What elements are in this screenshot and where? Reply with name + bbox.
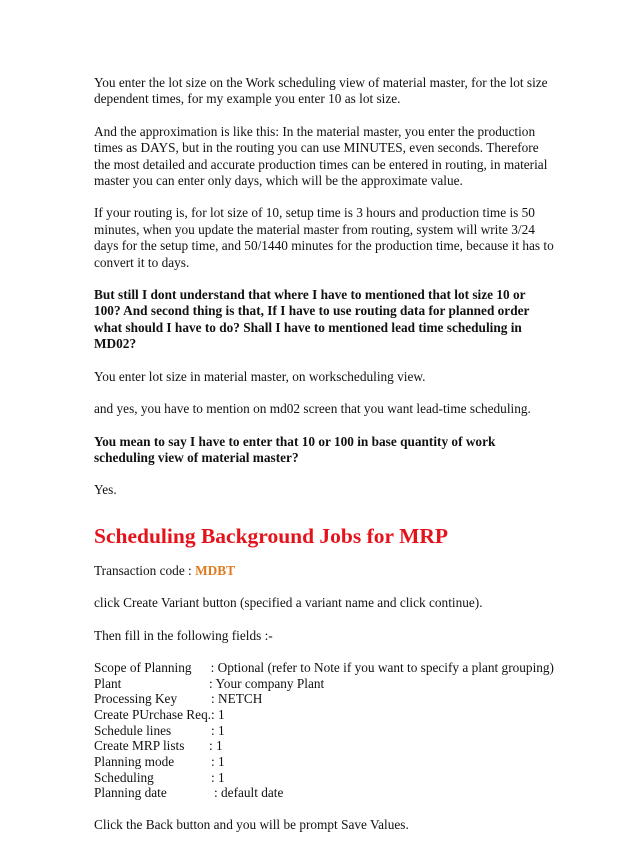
field-row [94,738,554,754]
field-label: Schedule lines [94,722,172,738]
field-label: Planning date [94,785,167,801]
closing-instruction: Click the Back button and you will be prompt Save Values. [94,817,409,833]
step-fill-fields: Then fill in the following fields :- [94,627,273,643]
field-label: Planning mode [94,754,175,770]
transaction-code-line [94,563,554,579]
transaction-code-label: Transaction code : [94,562,196,578]
field-row [94,676,554,692]
field-value: : 1 [211,722,225,738]
field-value: : 1 [209,738,223,754]
field-row [94,660,554,676]
field-value: : NETCH [211,691,263,707]
field-value: : 1 [211,769,225,785]
question-paragraph-2: You mean to say I have to enter that 10 or 100 in base quantity of work scheduling view of material master? [94,433,496,465]
field-label: Processing Key [94,691,178,707]
answer-paragraph-4: You enter lot size in material master, on workscheduling view. [94,368,426,384]
answer-paragraph-3: If your routing is, for lot size of 10, setup time is 3 hours and production time is 50 minutes, when you update the material master from routing, system will write 3/24 days for the setup time, and 50/1440 minutes for the production time, because it has to convert it to days. [94,205,554,270]
field-row [94,723,554,739]
question-paragraph-1: But still I dont understand that where I have to mentioned that lot size 10 or 100? And second thing is that, If I have to use routing data for planned order what should I have to do? Shall I have to mentioned lead time scheduling in MD02? [94,287,530,352]
field-value: : default date [214,785,284,801]
field-row [94,754,554,770]
answer-paragraph-2: And the approximation is like this: In the material master, you enter the production times as DAYS, but in the routing you can use MINUTES, even seconds. Therefore the most detailed and accurate production times can be entered in routing, in material master you can enter only days, which will be the approximate value. [94,123,548,189]
field-label: Scope of Planning [94,659,192,675]
field-row [94,770,554,786]
field-label: Create PUrchase Req. [94,707,212,722]
field-value: : Optional (refer to Note if you want to specify a plant grouping) [210,659,554,675]
answer-paragraph-1: You enter the lot size on the Work scheduling view of material master, for the lot size dependent times, for my example you enter 10 as lot size. [94,75,548,107]
field-value: : 1 [211,707,225,722]
field-label: Scheduling [94,769,154,785]
answer-paragraph-5: and yes, you have to mention on md02 screen that you want lead-time scheduling. [94,401,531,417]
field-row [94,785,554,801]
step-create-variant: click Create Variant button (specified a variant name and click continue). [94,595,483,611]
field-row [94,691,554,707]
answer-paragraph-6: Yes. [94,482,117,498]
document-body [94,75,554,850]
field-value: : 1 [211,754,225,770]
field-value: : Your company Plant [209,675,325,691]
field-list [94,660,554,801]
transaction-code-value: MDBT [195,562,235,578]
field-row [94,707,554,723]
section-heading: Scheduling Background Jobs for MRP [94,523,449,548]
field-label: Plant [94,675,122,691]
field-label: Create MRP lists [94,738,185,754]
